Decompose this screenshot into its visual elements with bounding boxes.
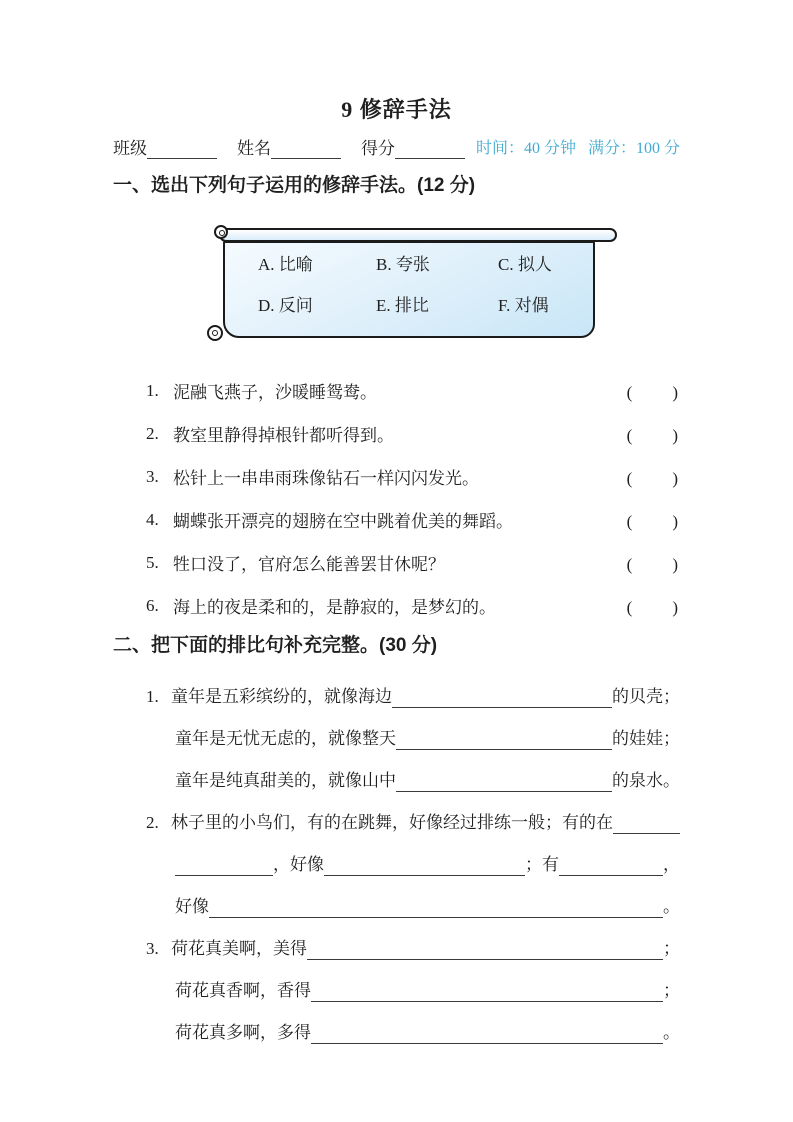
fill-in-list xyxy=(113,666,680,1044)
fill-text: 的娃娃； xyxy=(612,729,680,748)
question-text: 泥融飞燕子，沙暖睡鸳鸯。 xyxy=(173,383,377,402)
section2-heading: 二、把下面的排比句补充完整。(30 分) xyxy=(113,635,438,656)
answer-parens[interactable]: ( ) xyxy=(626,426,680,445)
name-blank-line[interactable] xyxy=(271,141,341,159)
fill-text: 荷花真多啊，多得 xyxy=(175,1023,311,1042)
fill-item2-line1 xyxy=(113,792,680,834)
question-row-2 xyxy=(113,412,680,455)
question-text: 松针上一串串雨珠像钻石一样闪闪发光。 xyxy=(173,469,479,488)
question-number: 6. xyxy=(146,595,159,615)
class-field xyxy=(113,139,217,159)
student-info-row xyxy=(113,135,680,159)
answer-parens[interactable]: ( ) xyxy=(626,469,680,488)
fill-text: 荷花真美啊，美得 xyxy=(171,939,307,958)
fill-text: 的贝壳； xyxy=(612,687,680,706)
fill-item3-line1 xyxy=(113,918,680,960)
fill-blank[interactable] xyxy=(311,982,663,1002)
answer-parens[interactable]: ( ) xyxy=(626,383,680,402)
fill-item3-line3 xyxy=(113,1002,680,1044)
option-b: B. 夸张 xyxy=(376,255,430,274)
option-e: E. 排比 xyxy=(376,296,429,315)
fill-item2-line3 xyxy=(113,876,680,918)
fill-text: 的泉水。 xyxy=(612,771,680,790)
fill-text: 好像 xyxy=(175,897,209,916)
answer-parens[interactable]: ( ) xyxy=(626,555,680,574)
question-list xyxy=(113,369,680,627)
fill-text: 荷花真香啊，香得 xyxy=(175,981,311,1000)
question-number: 3. xyxy=(146,466,159,486)
class-label: 班级 xyxy=(113,139,147,158)
scroll-rod-icon xyxy=(219,228,617,242)
option-f: F. 对偶 xyxy=(498,296,549,315)
options-scroll-banner xyxy=(210,224,622,342)
fill-text: 。 xyxy=(663,897,680,916)
fill-blank[interactable] xyxy=(396,730,612,750)
fill-blank[interactable] xyxy=(307,940,663,960)
score-blank-line[interactable] xyxy=(395,141,465,159)
name-label: 姓名 xyxy=(237,139,271,158)
scroll-curl-bottom-icon xyxy=(207,325,223,341)
item-number: 3. xyxy=(146,939,159,958)
fill-blank[interactable] xyxy=(209,898,663,918)
option-d: D. 反问 xyxy=(258,296,313,315)
question-number: 1. xyxy=(146,380,159,400)
question-number: 2. xyxy=(146,423,159,443)
fill-text: 童年是纯真甜美的，就像山中 xyxy=(175,771,396,790)
section1-heading: 一、选出下列句子运用的修辞手法。(12 分) xyxy=(113,175,476,196)
fill-text: 林子里的小鸟们，有的在跳舞，好像经过排练一般；有的在 xyxy=(171,813,613,832)
question-number: 4. xyxy=(146,509,159,529)
item-number: 1. xyxy=(146,687,159,706)
fill-blank[interactable] xyxy=(311,1024,663,1044)
question-row-5 xyxy=(113,541,680,584)
fill-item1-line3 xyxy=(113,750,680,792)
options-grid xyxy=(258,254,552,317)
question-row-6 xyxy=(113,584,680,627)
name-field xyxy=(237,139,341,159)
fill-blank[interactable] xyxy=(559,856,663,876)
fill-text: 童年是五彩缤纷的，就像海边 xyxy=(171,687,392,706)
question-number: 5. xyxy=(146,552,159,572)
fill-text: ； xyxy=(663,981,680,1000)
fill-blank[interactable] xyxy=(392,688,612,708)
full-score-info: 满分：100 分 xyxy=(587,140,680,157)
question-text: 教室里静得掉根针都听得到。 xyxy=(173,426,394,445)
score-label: 得分 xyxy=(361,139,395,158)
answer-parens[interactable]: ( ) xyxy=(626,512,680,531)
question-row-3 xyxy=(113,455,680,498)
option-a: A. 比喻 xyxy=(258,255,313,274)
fill-text: ， xyxy=(663,855,680,874)
score-field xyxy=(361,139,465,159)
time-info: 时间：40 分钟 xyxy=(475,140,576,157)
fill-blank[interactable] xyxy=(613,814,680,834)
fill-blank[interactable] xyxy=(175,856,273,876)
fill-text: ，好像 xyxy=(273,855,324,874)
answer-parens[interactable]: ( ) xyxy=(626,598,680,617)
question-row-1 xyxy=(113,369,680,412)
fill-text: ；有 xyxy=(525,855,559,874)
fill-item1-line1 xyxy=(113,666,680,708)
question-row-4 xyxy=(113,498,680,541)
fill-text: 童年是无忧无虑的，就像整天 xyxy=(175,729,396,748)
fill-item2-line2 xyxy=(113,834,680,876)
fill-item1-line2 xyxy=(113,708,680,750)
question-text: 海上的夜是柔和的，是静寂的，是梦幻的。 xyxy=(173,598,496,617)
fill-text: ； xyxy=(663,939,680,958)
exam-meta xyxy=(476,139,680,159)
option-c: C. 拟人 xyxy=(498,255,552,274)
question-text: 蝴蝶张开漂亮的翅膀在空中跳着优美的舞蹈。 xyxy=(173,512,513,531)
class-blank-line[interactable] xyxy=(147,141,217,159)
fill-item3-line2 xyxy=(113,960,680,1002)
scroll-curl-top-icon xyxy=(214,225,228,239)
fill-text: 。 xyxy=(663,1023,680,1042)
page-title: 9 修辞手法 xyxy=(341,97,452,122)
fill-blank[interactable] xyxy=(324,856,525,876)
fill-blank[interactable] xyxy=(396,772,612,792)
item-number: 2. xyxy=(146,813,159,832)
question-text: 牲口没了，官府怎么能善罢甘休呢？ xyxy=(173,555,445,574)
